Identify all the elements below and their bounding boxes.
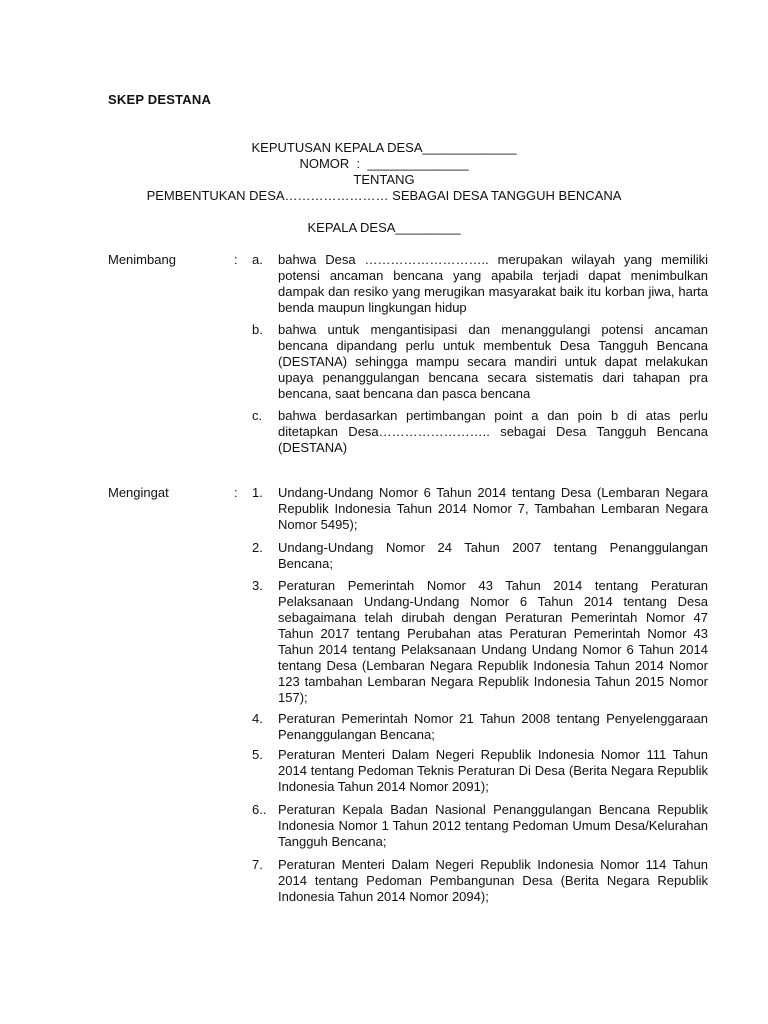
item-marker: 2. [252, 540, 263, 555]
mengingat-item-2 [252, 540, 708, 572]
item-text: bahwa berdasarkan pertimbangan point a dan poin b di atas perlu ditetapkan Desa…………………….. sebagai Desa Tangguh Bencana (DESTANA) [278, 408, 708, 455]
mengingat-item-7 [252, 857, 708, 905]
menimbang-item-b [252, 322, 708, 402]
item-marker: a. [252, 252, 263, 267]
item-marker: 6.. [252, 802, 267, 817]
item-text: Peraturan Menteri Dalam Negeri Republik Indonesia Nomor 114 Tahun 2014 tentang Pedoman Pembangunan Desa (Berita Negara Republik Indonesia Tahun 2014 Nomor 2094); [278, 857, 708, 904]
item-marker: 5. [252, 747, 263, 762]
item-text: Undang-Undang Nomor 6 Tahun 2014 tentang Desa (Lembaran Negara Republik Indonesia Tahun 2014 Nomor 7, Tambahan Lembaran Negara Nomor 5495); [278, 485, 708, 532]
item-marker: 4. [252, 711, 263, 726]
item-marker: c. [252, 408, 263, 423]
item-text: Peraturan Pemerintah Nomor 21 Tahun 2008 tentang Penyelenggaraan Penanggulangan Bencana; [278, 711, 708, 742]
mengingat-item-5 [252, 747, 708, 795]
item-text: Peraturan Menteri Dalam Negeri Republik Indonesia Nomor 111 Tahun 2014 tentang Pedoman Teknis Peraturan Di Desa (Berita Negara Republik Indonesia Tahun 2014 Nomor 2091); [278, 747, 708, 794]
item-marker: 3. [252, 578, 263, 593]
mengingat-item-3 [252, 578, 708, 706]
mengingat-item-1 [252, 485, 708, 533]
item-marker: 1. [252, 485, 263, 500]
header-head-line: KEPALA DESA_________ [307, 220, 461, 235]
header-decree-line: KEPUTUSAN KEPALA DESA_____________ [251, 140, 517, 155]
header-number-line: NOMOR : ______________ [299, 156, 469, 171]
mengingat-label: Mengingat [108, 485, 169, 500]
item-text: bahwa Desa ……………………….. merupakan wilayah yang memiliki potensi ancaman bencana yang apabila terjadi dapat menimbulkan dampak dan resiko yang merugikan masyarakat baik itu korban jiwa, harta benda maupun lingkungan hidup [278, 252, 708, 315]
mengingat-item-4 [252, 711, 708, 743]
item-text: Undang-Undang Nomor 24 Tahun 2007 tentang Penanggulangan Bencana; [278, 540, 708, 571]
menimbang-label: Menimbang [108, 252, 176, 267]
item-text: bahwa untuk mengantisipasi dan menanggulangi potensi ancaman bencana dipandang perlu untuk membentuk Desa Tangguh Bencana (DESTANA) sehingga mampu secara mandiri untuk dapat melakukan upaya penanggulangan bencana secara sistematis dari tahapan pra bencana, saat bencana dan pasca bencana [278, 322, 708, 401]
mengingat-item-6 [252, 802, 708, 850]
header-about-line: TENTANG [353, 172, 415, 187]
item-text: Peraturan Pemerintah Nomor 43 Tahun 2014 tentang Peraturan Pelaksanaan Undang-Undang Nomor 6 Tahun 2014 tentang Desa sebagaimana telah dirubah dengan Peraturan Pemerintah Nomor 47 Tahun 2017 tentang Perubahan atas Peraturan Pemerintah Nomor 43 Tahun 2014 tentang Pelaksanaan Undang Undang Nomor 6 Tahun 2014 tentang Desa (Lembaran Negara Republik Indonesia Tahun 2014 Nomor 123 tambahan Lembaran Negara Republik Indonesia Tahun 2015 Nomor 157); [278, 578, 708, 705]
item-marker: b. [252, 322, 263, 337]
item-text: Peraturan Kepala Badan Nasional Penanggulangan Bencana Republik Indonesia Nomor 1 Tahun 2012 tentang Pedoman Umum Desa/Kelurahan Tangguh Bencana; [278, 802, 708, 849]
mengingat-colon: : [234, 485, 238, 500]
item-marker: 7. [252, 857, 263, 872]
menimbang-item-c [252, 408, 708, 456]
menimbang-colon: : [234, 252, 238, 267]
header-subject-line: PEMBENTUKAN DESA…………………… SEBAGAI DESA TANGGUH BENCANA [146, 188, 622, 203]
document-title: SKEP DESTANA [108, 92, 212, 107]
menimbang-item-a [252, 252, 708, 316]
